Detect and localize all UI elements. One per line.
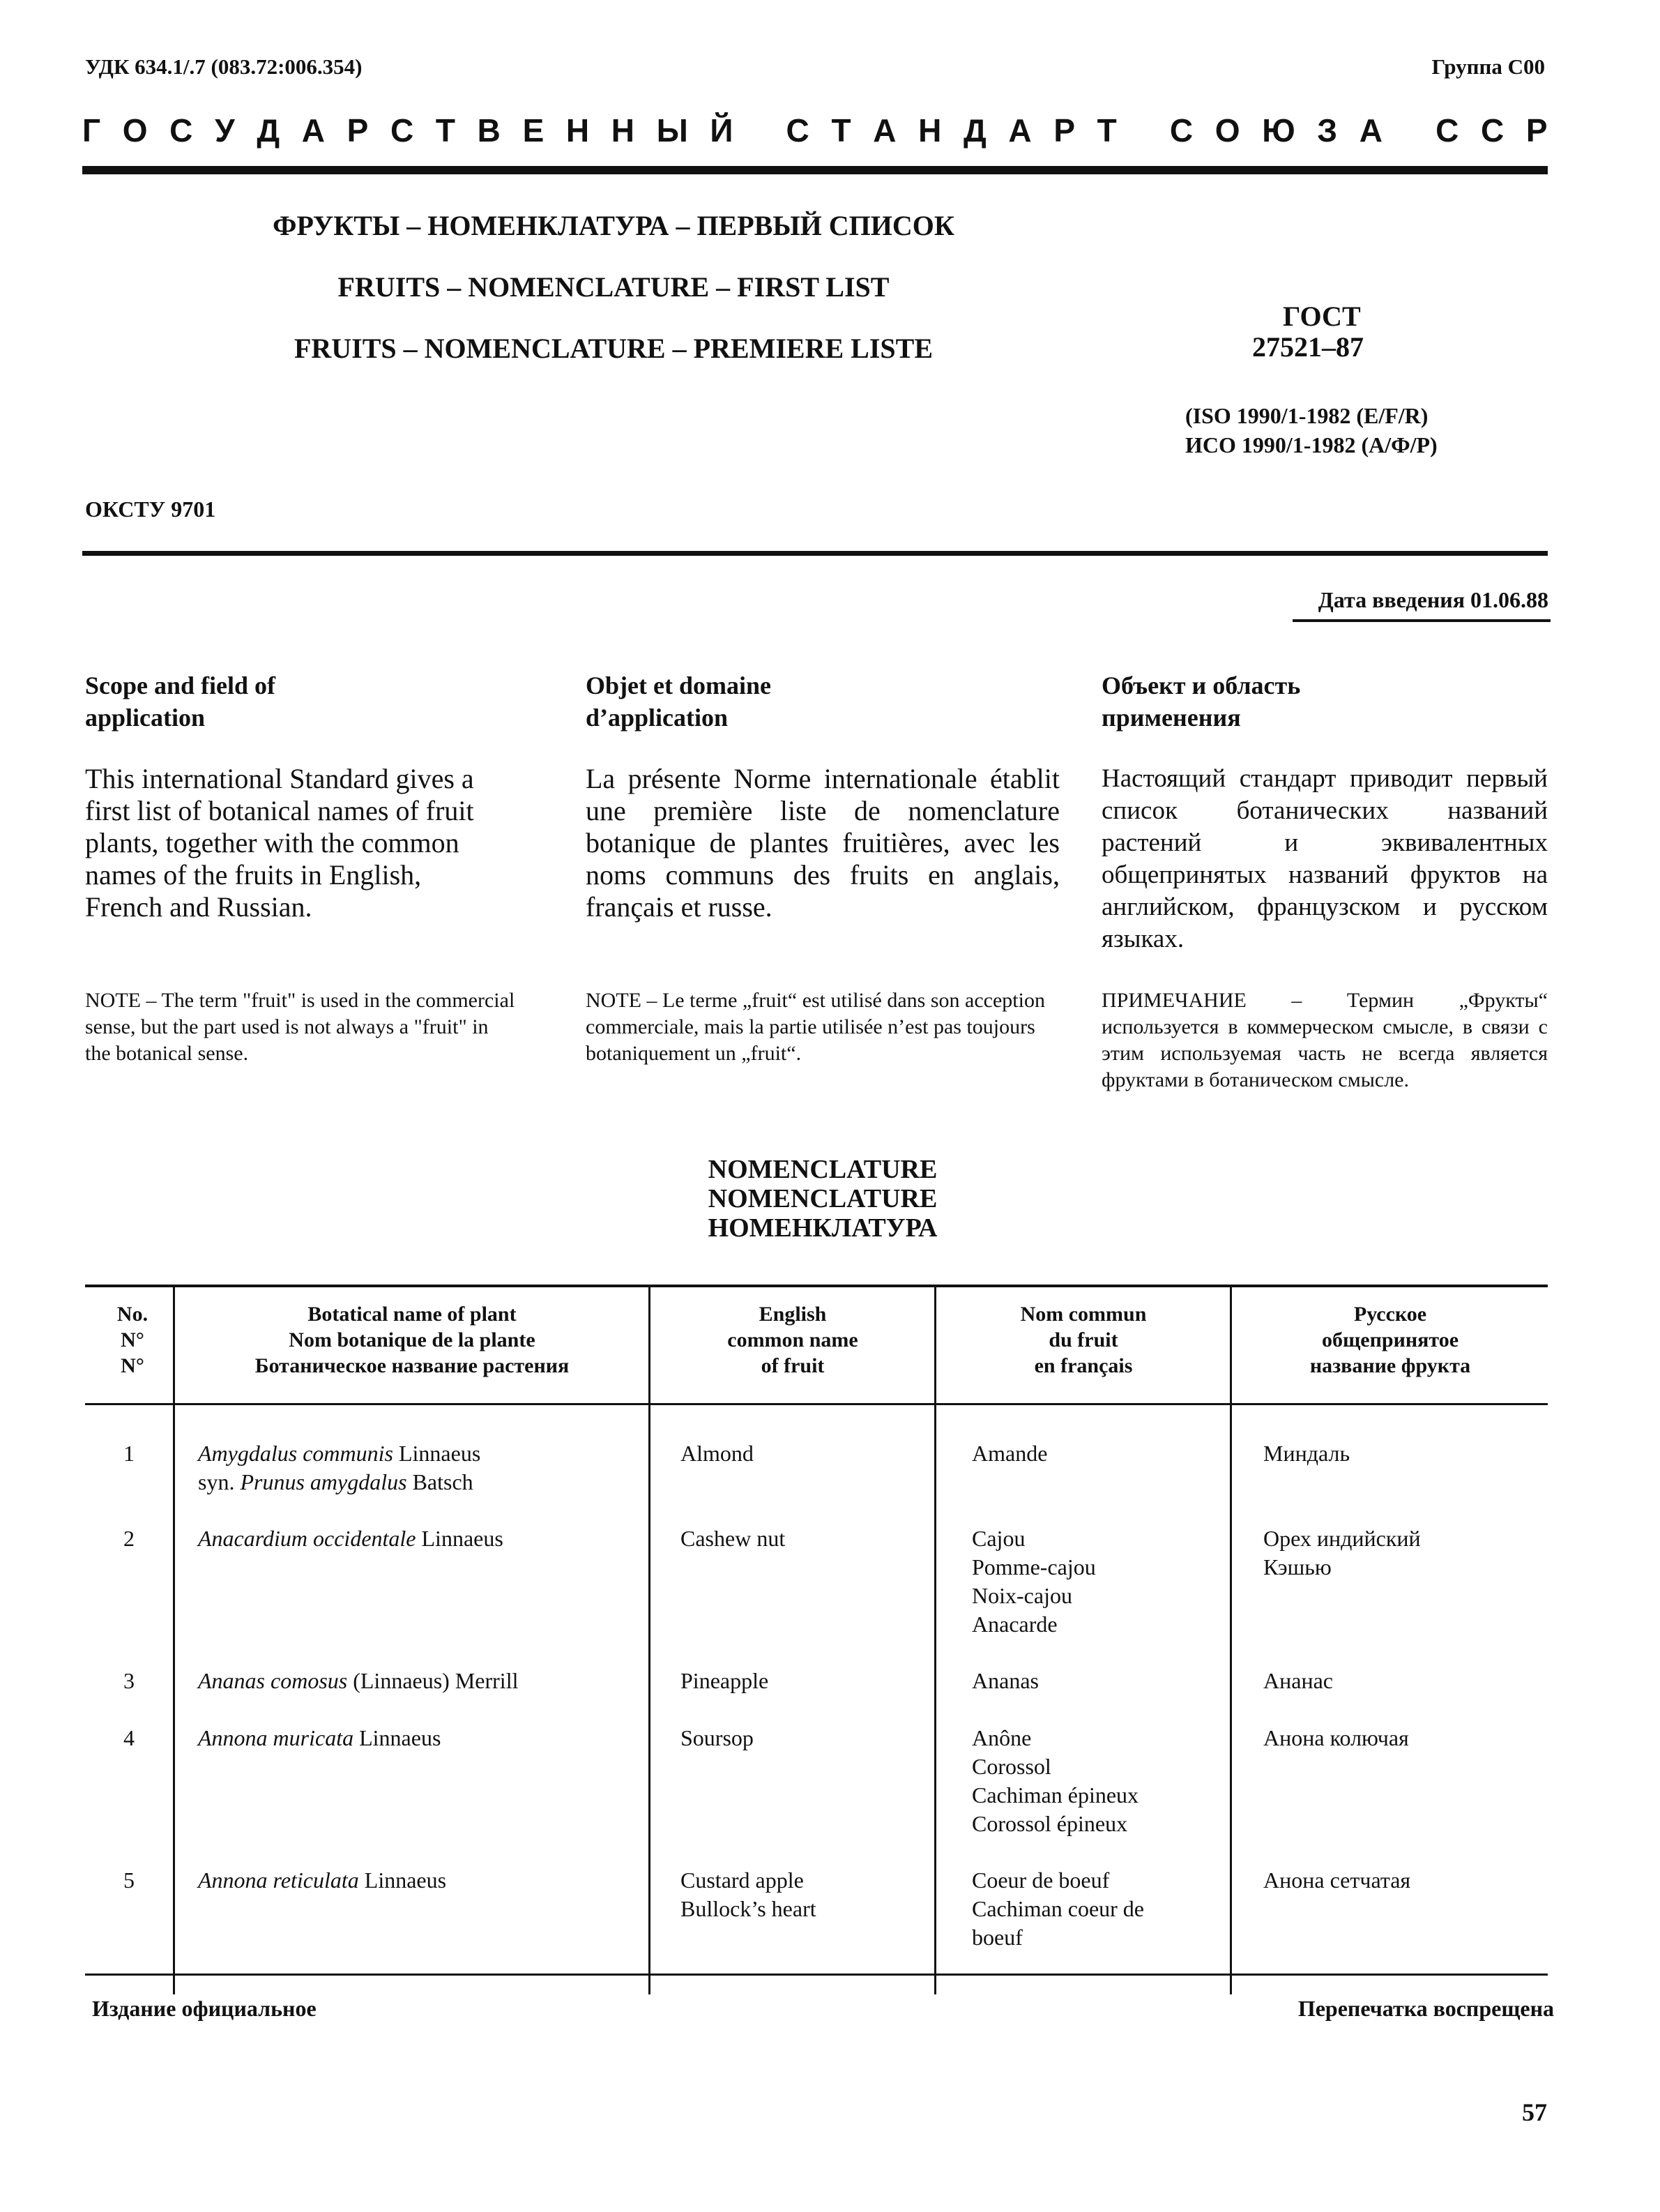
header-rule	[82, 166, 1548, 174]
english-name: Custard apple Bullock’s heart	[680, 1868, 816, 1921]
standard-title-letter: Т	[831, 112, 851, 149]
standard-title-letter: С	[169, 112, 193, 149]
nomenclature-title: NOMENCLATURE NOMENCLATURE НОМЕНКЛАТУРА	[708, 1155, 938, 1243]
standard-title-letter: С	[786, 112, 809, 149]
standard-title-letter: Й	[710, 112, 733, 149]
effective-date: Дата введения 01.06.88	[1318, 587, 1548, 612]
english-name: Pineapple	[680, 1668, 769, 1693]
scope-body-fr: La présente Norme internationale établit une première liste de nomenclature botanique de plantes fruitières, avec les noms communs des fruits en anglais, français et russe.	[586, 763, 1060, 923]
standard-title-letter: С	[1480, 112, 1505, 149]
title-en: FRUITS – NOMENCLATURE – FIRST LIST	[337, 271, 890, 303]
standard-title-letter: С	[1169, 112, 1194, 149]
standard-title-letter: А	[1359, 112, 1383, 149]
title-ru: ФРУКТЫ – НОМЕНКЛАТУРА – ПЕРВЫЙ СПИСОК	[273, 210, 954, 241]
column-divider	[934, 1287, 936, 1994]
botanical-name: Annona reticulata Linnaeus	[198, 1868, 447, 1893]
russian-name: Анона сетчатая	[1263, 1868, 1411, 1893]
standard-title-letter: Г	[82, 112, 101, 149]
standard-title-letter: Р	[1525, 112, 1548, 149]
standard-title-letter: Р	[1053, 112, 1075, 149]
standard-title-letter: Ю	[1262, 112, 1295, 149]
russian-name: Миндаль	[1263, 1441, 1350, 1466]
standard-title-letter: Е	[522, 112, 545, 149]
standard-title-letter	[1139, 112, 1148, 149]
russian-name: Орех индийский Кэшью	[1263, 1526, 1421, 1580]
standard-title-letter: Т	[1097, 112, 1117, 149]
group-code: Группа С00	[1431, 54, 1545, 79]
standard-title-letter: Д	[257, 112, 280, 149]
page-number: 57	[1522, 2098, 1547, 2126]
scope-heading-ru: Объект и область применения	[1102, 672, 1301, 732]
title-fr: FRUITS – NOMENCLATURE – PREMIERE LISTE	[294, 333, 934, 364]
note-en: NOTE – The term "fruit" is used in the commercial sense, but the part used is not always a "fruit" in the botanical sense.	[85, 989, 515, 1065]
column-divider	[1230, 1287, 1232, 1994]
french-name: Cajou Pomme-cajou Noix-cajou Anacarde	[972, 1526, 1096, 1637]
note-ru: ПРИМЕЧАНИЕ – Термин „Фрукты“ используется в коммерческом смысле, в связи с этим используемая часть не всегда является фруктами в ботаническом смысле.	[1102, 989, 1548, 1091]
note-fr: NOTE – Le terme „fruit“ est utilisé dans son acception commerciale, mais la partie utilisée n’est pas toujours botaniquement un „fruit“.	[586, 989, 1045, 1065]
standard-title-letter: В	[477, 112, 501, 149]
english-name: Cashew nut	[680, 1526, 786, 1551]
english-name: Soursop	[680, 1725, 754, 1750]
header-russian: Русское общепринятое название фрукта	[1309, 1303, 1471, 1377]
gost-number: 27521–87	[1252, 331, 1364, 363]
french-name: Ananas	[972, 1668, 1039, 1693]
botanical-name: Anacardium occidentale Linnaeus	[198, 1526, 503, 1551]
header-number: No. N° N°	[116, 1303, 149, 1377]
effective-date-underline	[1293, 619, 1551, 622]
section-rule	[82, 551, 1548, 556]
botanical-name: Ananas comosus (Linnaeus) Merrill	[198, 1668, 519, 1693]
header-botanical: Botatical name of plant Nom botanique de la plante Ботаническое название растения	[254, 1303, 570, 1377]
standard-title-letter: Н	[565, 112, 590, 149]
standard-title-letter: А	[1008, 112, 1032, 149]
standard-title-letter: У	[215, 112, 235, 149]
scope-body-ru: Настоящий стандарт приводит первый список ботанических названий растений и эквивалентных общепринятых названий фруктов на английском, французском и русском языках.	[1102, 764, 1548, 953]
scope-body-en: This international Standard gives a first list of botanical names of fruit plants, together with the common names of the fruits in English, French and Russian.	[85, 763, 474, 923]
table-top-rule	[85, 1285, 1548, 1287]
footer-rule	[85, 1974, 1548, 1976]
udc-code: УДК 634.1/.7 (083.72:006.354)	[85, 54, 363, 79]
okstu-code: ОКСТУ 9701	[85, 497, 216, 522]
standard-title-letter: С	[1436, 112, 1459, 149]
row-number: 2	[123, 1526, 135, 1551]
standard-title-letter: Н	[918, 112, 942, 149]
botanical-name: Annona muricata Linnaeus	[198, 1725, 441, 1750]
scope-heading-en: Scope and field of application	[85, 672, 276, 732]
standard-title-letter: А	[301, 112, 326, 149]
english-name: Almond	[680, 1441, 754, 1466]
column-divider	[173, 1287, 175, 1994]
column-divider	[648, 1287, 650, 1994]
row-number: 4	[123, 1725, 135, 1750]
scope-heading-fr: Objet et domaine d’application	[586, 672, 771, 732]
standard-title-letter: О	[122, 112, 148, 149]
standard-title-letter: Ы	[656, 112, 688, 149]
standard-title-letter: З	[1317, 112, 1338, 149]
standard-title-letter: Т	[435, 112, 456, 149]
table-header-rule	[85, 1403, 1548, 1405]
gost-label: ГОСТ	[1283, 301, 1361, 332]
row-number: 1	[123, 1441, 135, 1466]
iso-reference-ru: ИСО 1990/1-1982 (А/Ф/Р)	[1185, 432, 1438, 457]
russian-name: Ананас	[1263, 1668, 1333, 1693]
french-name: Amande	[972, 1441, 1048, 1466]
standard-title-letter: Д	[963, 112, 987, 149]
russian-name: Анона колючая	[1263, 1725, 1409, 1750]
standard-title-letter	[1405, 112, 1414, 149]
standard-title-letter: С	[390, 112, 414, 149]
standard-title	[82, 112, 1548, 149]
row-number: 5	[123, 1868, 135, 1893]
header-english: English common name of fruit	[727, 1303, 858, 1377]
standard-title-letter	[755, 112, 764, 149]
header-french: Nom commun du fruit en français	[1020, 1303, 1147, 1377]
standard-title-letter: Н	[611, 112, 635, 149]
row-number: 3	[123, 1668, 135, 1693]
iso-reference: (ISO 1990/1-1982 (E/F/R)	[1185, 403, 1429, 428]
botanical-name: Amygdalus communis Linnaeus syn. Prunus amygdalus Batsch	[198, 1441, 481, 1494]
standard-title-letter: Р	[347, 112, 369, 149]
footer-official-edition: Издание официальное	[92, 1996, 317, 2021]
french-name: Anône Corossol Cachiman épineux Corossol épineux	[972, 1725, 1139, 1836]
french-name: Coeur de boeuf Cachiman coeur de boeuf	[972, 1868, 1144, 1950]
standard-title-letter: О	[1214, 112, 1240, 149]
standard-title-letter: А	[873, 112, 897, 149]
footer-reprint-prohibited: Перепечатка воспрещена	[1297, 1996, 1554, 2021]
